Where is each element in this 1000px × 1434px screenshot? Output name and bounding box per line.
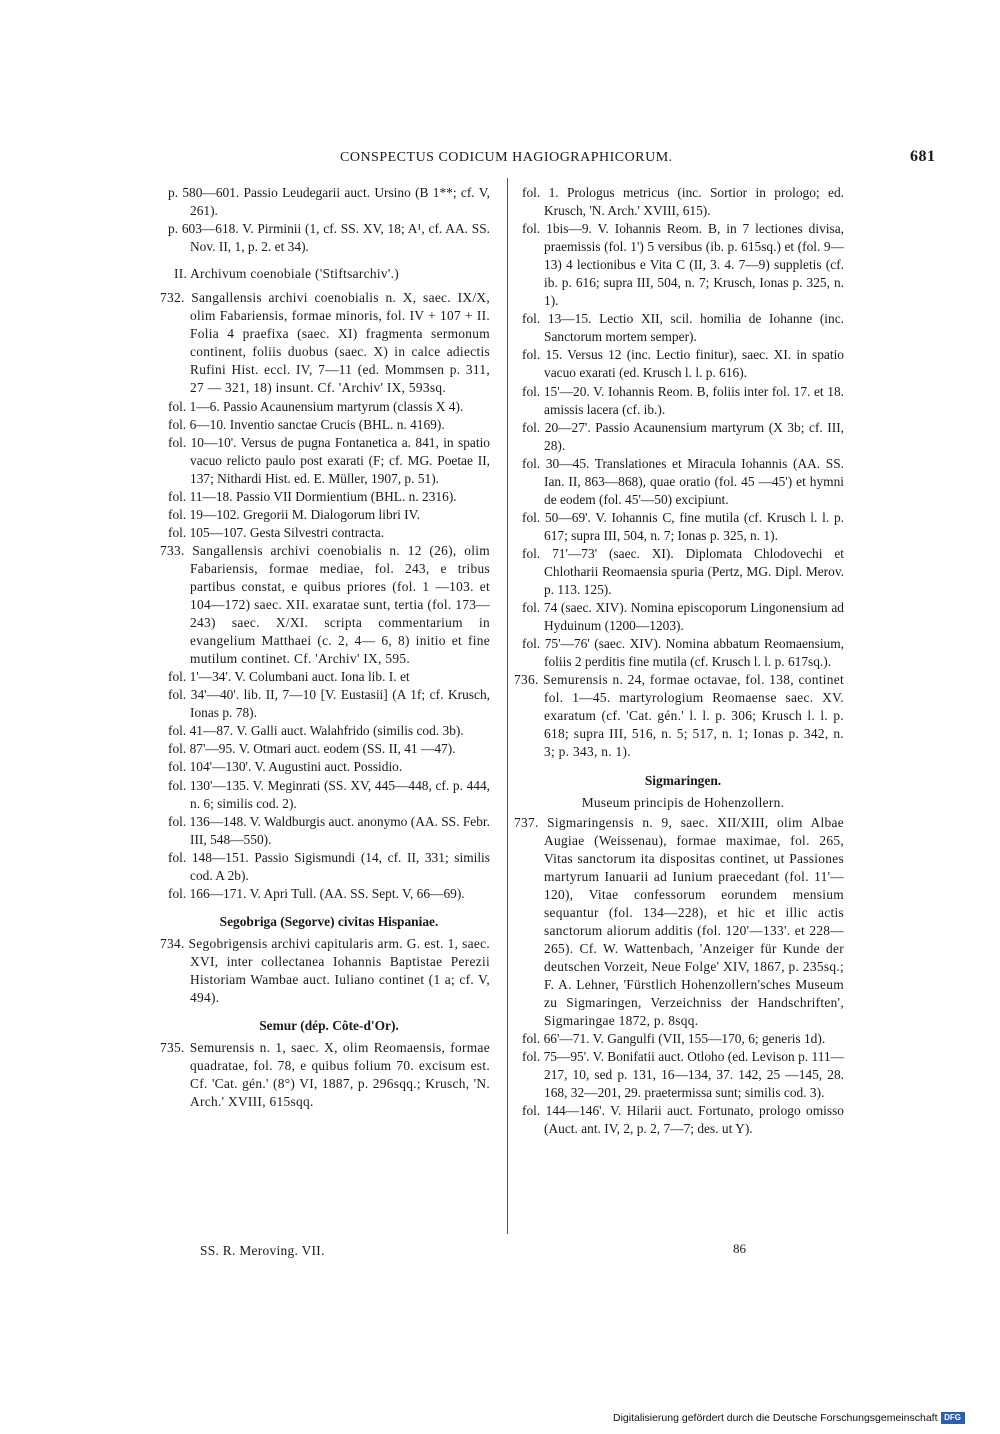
folio-entry: fol. 10—10'. Versus de pugna Fontanetica a. 841, in spatio vacuo relicto paulo post exarati (F; cf. MG. Poetae II, 137; Nithardi Hist. ed. E. Müller, 1907, p. 51). [168,434,490,486]
folio-entry: fol. 15'—20. V. Iohannis Reom. B, foliis inter fol. 17. et 18. amissis lacera (cf. ib.). [522,383,844,417]
codex-entry: 736. Semurensis n. 24, formae octavae, fol. 138, continet fol. 1—45. martyrologium Reomaense saec. XV. exaratum (cf. 'Cat. gén.' l. l. p. 306; Krusch l. l. p. 618; supra III, 516, n. 5; 517, n. 1; Ionas p. 342, n. 3; p. 343, n. 1). [514,672,844,760]
left-column [160,184,490,1111]
codex-entry: 737. Sigmaringensis n. 9, saec. XII/XIII, olim Albae Augiae (Weissenau), formae maximae, fol. 265, Vitas sanctorum ita dispositas continet, ut Passiones martyrum Ianuarii ad Iunium praecedant (fol. 11'—120), Vitae confessorum eorundem mensium sequantur (fol. 134—228), et hic et illic actis sanctorum aliorum additis (fol. 120'—133'. et 228—265). Cf. W. Wattenbach, 'Anzeiger für Kunde der deutschen Vorzeit, Neue Folge' XIV, 1867, p. 235sq.; F. A. Lehner, 'Fürstlich Hohenzollern'sches Museum zu Sigmaringen, Verzeichniss der Handschriften', Sigmaringae 1872, p. 8sqq. [514,814,844,1029]
folio-entry: fol. 130'—135. V. Meginrati (SS. XV, 445—448, cf. p. 444, n. 6; similis cod. 2). [168,777,490,811]
folio-entry: fol. 136—148. V. Waldburgis auct. anonymo (AA. SS. Febr. III, 548—550). [168,813,490,847]
digitization-note: Digitalisierung gefördert durch die Deutsche Forschungsgemeinschaft [613,1412,938,1424]
folio-entry: fol. 87'—95. V. Otmari auct. eodem (SS. II, 41 —47). [168,741,456,757]
folio-entry: fol. 13—15. Lectio XII, scil. homilia de Iohanne (inc. Sanctorum mortem semper). [522,311,844,345]
collection-name: Museum principis de Hohenzollern. [581,794,785,810]
digitization-credit [613,1412,965,1424]
folio-entry: p. 580—601. Passio Leudegarii auct. Ursino (B 1**; cf. V, 261). [168,185,490,219]
location-heading: Sigmaringen. [644,772,722,788]
running-title: CONSPECTUS CODICUM HAGIOGRAPHICORUM. [340,150,673,165]
right-column [514,184,844,1138]
location-heading: Segobriga (Segorve) civitas Hispaniae. [219,913,439,929]
folio-entry: fol. 11—18. Passio VII Dormientium (BHL. n. 2316). [168,488,457,504]
folio-entry: fol. 74 (saec. XIV). Nomina episcoporum Lingonensium ad Hyduinum (1200—1203). [522,600,844,634]
folio-entry: fol. 71'—73' (saec. XI). Diplomata Chlodovechi et Chlotharii Reomaensia spuria (Pertz, MG. Dipl. Merov. p. 113. 125). [522,545,844,598]
column-divider [507,178,508,1234]
folio-entry: fol. 75—95'. V. Bonifatii auct. Otloho (ed. Levison p. 111—217, 10, sed p. 131, 16—134, 37. 142, 25 —145, 28. 168, 32—201, 29. praetermissa sunt; similis cod. 3). [522,1049,844,1101]
page-number: 681 [910,148,936,165]
folio-entry: fol. 1bis—9. V. Iohannis Reom. B, in 7 lectiones divisa, praemissis (fol. 1') 5 versibus (ib. p. 615sq.) et (fol. 9—13) 4 lectionibus e Vita C (II, 3. 4. 7—9) suppletis (cf. ib. p. 616; supra III, 504, n. 7; Krusch, Ionas p. 325, n. 1). [522,221,844,309]
folio-entry: fol. 144—146'. V. Hilarii auct. Fortunato, prologo omisso (Auct. ant. IV, 2, p. 2, 7—7; des. ut Y). [522,1103,844,1137]
dfg-logo-icon: DFG [941,1412,965,1424]
folio-entry: p. 603—618. V. Pirminii (1, cf. SS. XV, 18; A¹, cf. AA. SS. Nov. II, 1, p. 2. et 34). [168,221,490,255]
folio-entry: fol. 19—102. Gregorii M. Dialogorum libri IV. [168,506,420,522]
folio-entry: fol. 105—107. Gesta Silvestri contracta. [168,524,385,540]
codex-entry: 732. Sangallensis archivi coenobialis n. X, saec. IX/X, olim Fabariensis, formae minoris, fol. IV + 107 + II. Folia 4 praefixa (saec. XI) fragmenta sermonum continent, foliis duobus (saec. X) in calce adiectis Rufini Hist. eccl. IV, 7—11 (ed. Mommsen p. 311, 27 — 321, 18) insunt. Cf. 'Archiv' IX, 593sq. [160,290,490,396]
folio-entry: fol. 104'—130'. V. Augustini auct. Possidio. [168,759,403,775]
codex-entry: 733. Sangallensis archivi coenobialis n. 12 (26), olim Fabariensis, formae mediae, fol. 243, e tribus partibus constat, e quibus priores (fol. 1 —103. et 104—172) saec. XII. exaratae sunt, tertia (fol. 173—243) saec. X/XI. scripta commentarium in evangelium Matthaei (c. 2, 4— 6, 8) initio et fine mutilum continet. Cf. 'Archiv' IX, 595. [160,542,490,667]
folio-entry: fol. 75'—76' (saec. XIV). Nomina abbatum Reomaensium, foliis 2 perditis fine mutila (cf. Krusch l. l. p. 617sq.). [522,636,844,670]
codex-entry: 734. Segobrigensis archivi capitularis arm. G. est. 1, saec. XVI, inter collectanea Iohannis Baptistae Perezii Historiam Wambae auct. Iuliano continet (1 a; cf. V, 494). [160,935,490,1006]
signature-mark: SS. R. Meroving. VII. [200,1243,325,1258]
folio-entry: fol. 1'—34'. V. Columbani auct. Iona lib. I. et [168,669,410,685]
section-heading: II. Archivum coenobiale ('Stiftsarchiv'.) [174,266,399,282]
folio-entry: fol. 148—151. Passio Sigismundi (14, cf. II, 331; similis cod. A 2b). [168,849,490,883]
location-heading: Semur (dép. Côte-d'Or). [259,1018,399,1034]
folio-entry: fol. 15. Versus 12 (inc. Lectio finitur), saec. XI. in spatio vacuo exarati (ed. Krusch l. l. p. 616). [522,347,844,381]
folio-entry: fol. 66'—71. V. Gangulfi (VII, 155—170, 6; generis 1d). [522,1031,826,1047]
sheet-number: 86 [733,1241,746,1256]
folio-entry: fol. 6—10. Inventio sanctae Crucis (BHL. n. 4169). [168,416,445,432]
folio-entry: fol. 1—6. Passio Acaunensium martyrum (classis X 4). [168,398,464,414]
folio-entry: fol. 20—27'. Passio Acaunensium martyrum (X 3b; cf. III, 28). [522,419,844,453]
folio-entry: fol. 50—69'. V. Iohannis C, fine mutila (cf. Krusch l. l. p. 617; supra III, 504, n. 7; Ionas p. 325, n. 1). [522,509,844,543]
folio-entry: fol. 1. Prologus metricus (inc. Sortior in prologo; ed. Krusch, 'N. Arch.' XVIII, 615). [522,185,844,219]
folio-entry: fol. 41—87. V. Galli auct. Walahfrido (similis cod. 3b). [168,723,464,739]
folio-entry: fol. 30—45. Translationes et Miracula Iohannis (AA. SS. Ian. II, 863—868), quae oratio (fol. 45 —45') et hymni de eodem (fol. 45'—50) excipiunt. [522,455,844,507]
folio-entry: fol. 166—171. V. Apri Tull. (AA. SS. Sept. V, 66—69). [168,885,465,901]
codex-entry: 735. Semurensis n. 1, saec. X, olim Reomaensis, formae quadratae, fol. 78, e quibus folium 70. excisum est. Cf. 'Cat. gén.' (8°) VI, 1887, p. 296sqq.; Krusch, 'N. Arch.' XVIII, 615sqq. [160,1040,490,1110]
folio-entry: fol. 34'—40'. lib. II, 7—10 [V. Eustasii] (A 1f; cf. Krusch, Ionas p. 78). [168,687,490,721]
